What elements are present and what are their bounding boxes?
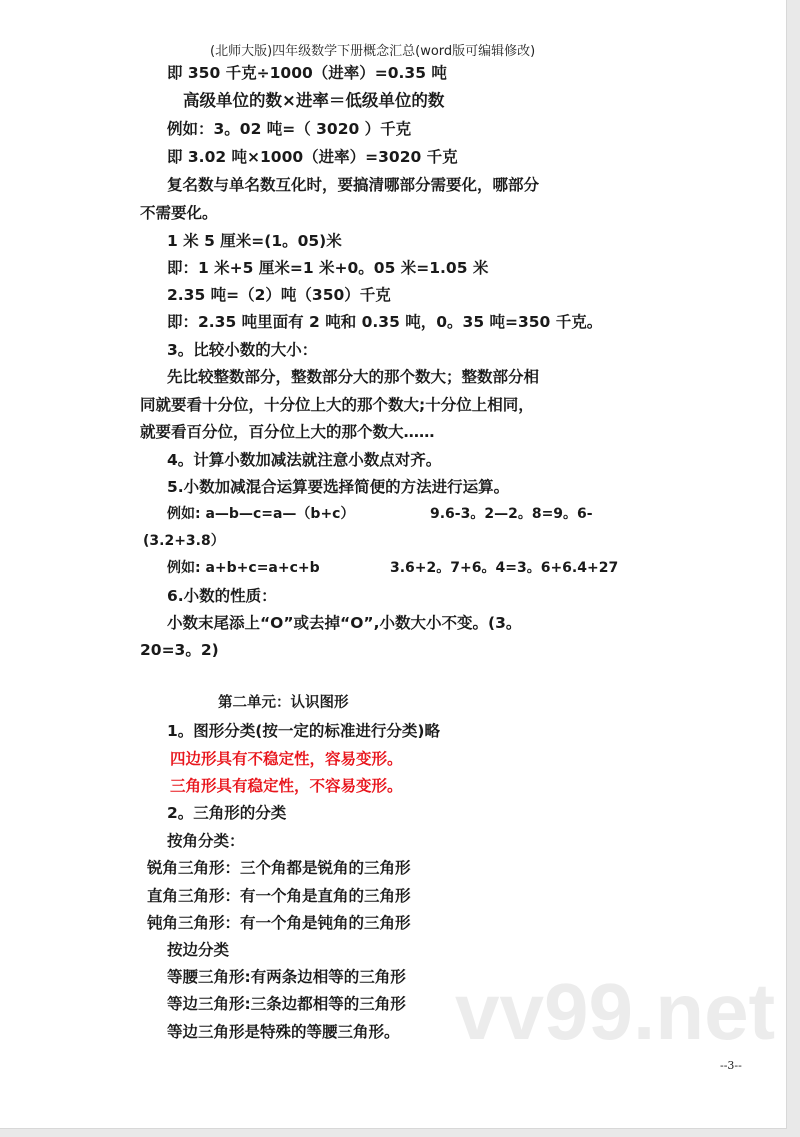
text-line: 先比较整数部分，整数部分大的那个数大；整数部分相 — [167, 368, 540, 386]
text-line: 按角分类： — [167, 832, 245, 850]
text-line: 1。图形分类(按一定的标准进行分类)略 — [167, 722, 440, 740]
text-line: 例如: a+b+c=a+c+b — [167, 560, 320, 576]
text-line: 5.小数加减混合运算要选择简便的方法进行运算。 — [167, 478, 510, 496]
text-line: 按边分类 — [167, 941, 230, 959]
text-line: 即：2.35 吨里面有 2 吨和 0.35 吨，0。35 吨=350 千克。 — [167, 313, 603, 331]
text-line: 同就要看十分位，十分位上大的那个数大;十分位上相同， — [140, 396, 534, 414]
text-line: 小数末尾添上“O”或去掉“O”,小数大小不变。(3。 — [167, 614, 522, 632]
text-line: 就要看百分位，百分位上大的那个数大…… — [140, 423, 435, 441]
text-line: 9.6-3。2—2。8=9。6- — [430, 506, 593, 522]
text-line: 高级单位的数×进率＝低级单位的数 — [183, 91, 445, 110]
watermark: vv99.net — [455, 967, 776, 1056]
text-line: 20=3。2) — [140, 641, 219, 659]
highlight-line: 四边形具有不稳定性，容易变形。 — [170, 750, 403, 768]
text-line: 不需要化。 — [140, 204, 218, 222]
text-line: 复名数与单名数互化时，要搞清哪部分需要化，哪部分 — [167, 176, 540, 194]
text-line: (3.2+3.8） — [143, 533, 225, 549]
text-line: 直角三角形：有一个角是直角的三角形 — [147, 887, 411, 905]
text-line: 3.6+2。7+6。4=3。6+6.4+27 — [390, 560, 619, 576]
text-line: 等边三角形是特殊的等腰三角形。 — [167, 1023, 400, 1041]
page-number: --3-- — [720, 1059, 742, 1072]
text-line: 1 米 5 厘米=(1。05)米 — [167, 232, 342, 250]
highlight-line: 三角形具有稳定性，不容易变形。 — [170, 777, 403, 795]
text-line: 等边三角形:三条边都相等的三角形 — [167, 995, 406, 1013]
text-line: 等腰三角形:有两条边相等的三角形 — [167, 968, 406, 986]
text-line: 即 3.02 吨×1000（进率）=3020 千克 — [167, 148, 458, 166]
text-line: 钝角三角形：有一个角是钝角的三角形 — [147, 914, 411, 932]
page-header: (北师大版)四年级数学下册概念汇总(word版可编辑修改) — [210, 44, 536, 59]
text-line: 3。比较小数的大小： — [167, 341, 318, 359]
text-line: 例如: a—b—c=a—（b+c） — [167, 506, 355, 522]
text-line: 锐角三角形：三个角都是锐角的三角形 — [147, 859, 411, 877]
text-line: 即：1 米+5 厘米=1 米+0。05 米=1.05 米 — [167, 259, 489, 277]
text-line: 即 350 千克÷1000（进率）=0.35 吨 — [167, 64, 447, 82]
text-line: 2。三角形的分类 — [167, 804, 287, 822]
text-line: 例如：3。02 吨=（ 3020 ）千克 — [167, 120, 412, 138]
text-line: 2.35 吨=（2）吨（350）千克 — [167, 286, 391, 304]
text-line: 6.小数的性质： — [167, 587, 277, 605]
section-title: 第二单元：认识图形 — [218, 695, 349, 711]
text-line: 4。计算小数加减法就注意小数点对齐。 — [167, 451, 442, 469]
